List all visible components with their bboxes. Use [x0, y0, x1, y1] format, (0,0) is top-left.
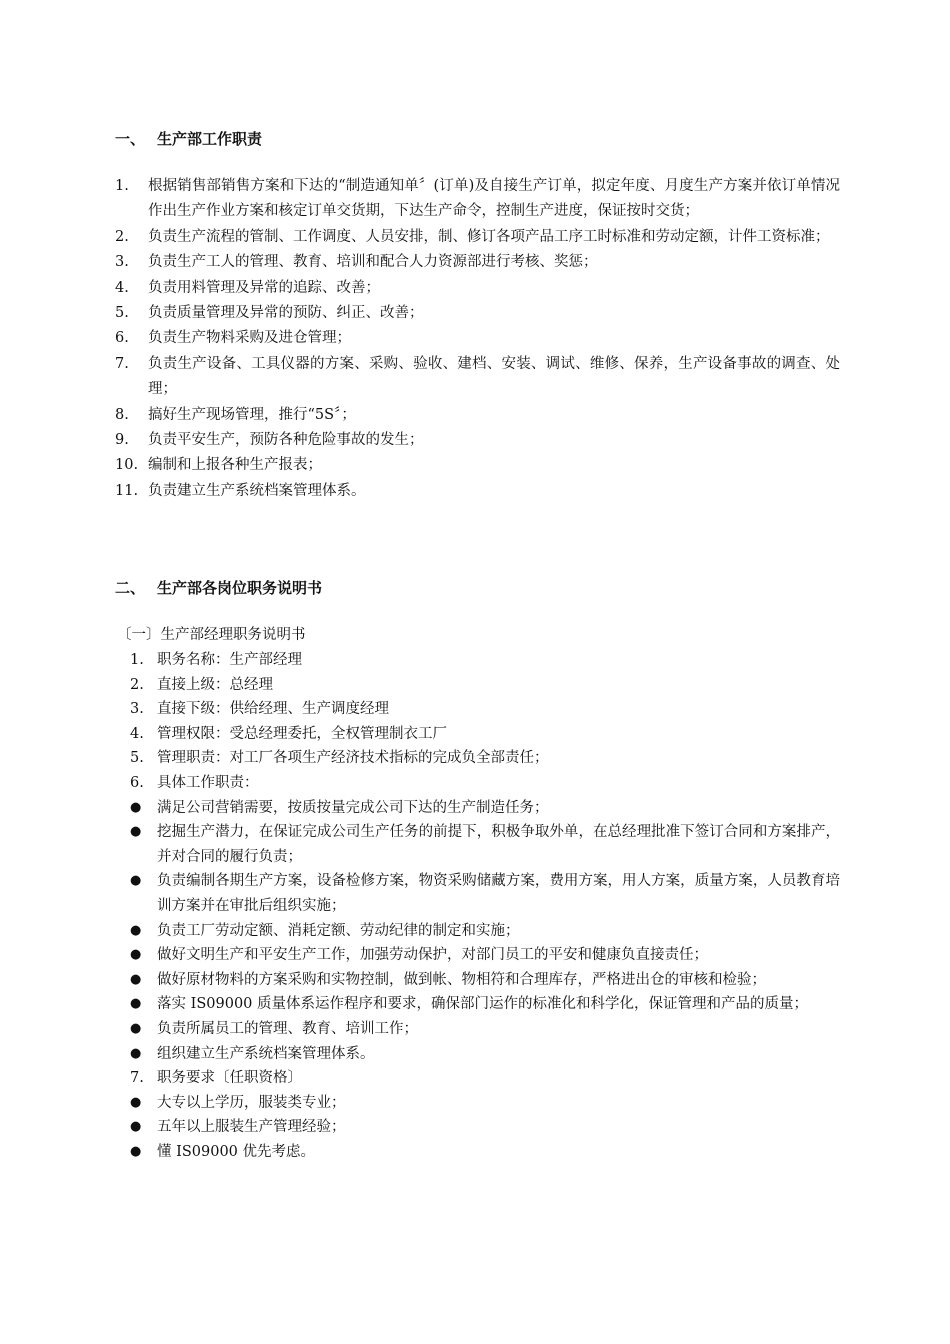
- list-item-number: 9.: [115, 432, 129, 449]
- list-item-number: 2.: [115, 228, 129, 245]
- item-text: 满足公司营销需要，按质按量完成公司下达的生产制造任务；: [157, 799, 549, 816]
- list-item: [115, 428, 840, 453]
- list-item-number: 11.: [115, 482, 139, 499]
- section-1-list: [115, 174, 840, 504]
- bullet-icon: ●: [130, 1020, 142, 1036]
- numbered-item: [130, 697, 840, 722]
- list-item: [115, 453, 840, 478]
- bullet-icon: ●: [130, 1143, 142, 1159]
- item-text: 直接上级：总经理: [157, 676, 273, 693]
- bullet-item: [130, 992, 840, 1017]
- bullet-icon: ●: [130, 1045, 142, 1061]
- item-text: 具体工作职责：: [157, 774, 259, 791]
- list-item: [115, 250, 840, 275]
- bullet-item: [130, 1042, 840, 1067]
- item-number: 4.: [130, 725, 144, 742]
- item-text: 五年以上服装生产管理经验；: [157, 1119, 346, 1136]
- list-item: [115, 174, 840, 225]
- bullet-item: [130, 796, 840, 821]
- list-item-number: 5.: [115, 305, 129, 322]
- bullet-icon: ●: [130, 1119, 142, 1135]
- bullet-item: [130, 943, 840, 968]
- numbered-item: [130, 722, 840, 747]
- numbered-item: [130, 648, 840, 673]
- item-text: 负责所属员工的管理、教育、培训工作；: [157, 1020, 418, 1037]
- item-text: 职务名称：生产部经理: [157, 652, 302, 668]
- item-text: 职务要求〔任职资格〕: [157, 1070, 302, 1087]
- list-item-text: 负责生产物料采购及进仓管理；: [148, 330, 351, 347]
- bullet-icon: ●: [130, 996, 142, 1012]
- list-item-text: 负责建立生产系统档案管理体系。: [148, 482, 366, 499]
- item-text: 大专以上学历，服装类专业；: [157, 1094, 346, 1111]
- list-item-number: 4.: [115, 279, 129, 296]
- list-item-text: 负责生产工人的管理、教育、培训和配合人力资源部进行考核、奖惩；: [148, 254, 598, 271]
- list-item-text: 负责生产流程的管制、工作调度、人员安排，制、修订各项产品工序工时标准和劳动定额，计件工资标准；: [148, 228, 830, 245]
- bullet-icon: ●: [130, 824, 142, 840]
- bullet-item: [130, 1140, 840, 1165]
- numbered-item: [130, 746, 840, 771]
- list-item-text: 搞好生产现场管理，推行“5S〞；: [148, 406, 356, 423]
- item-text: 直接下级：供给经理、生产调度经理: [157, 701, 389, 718]
- item-text: 组织建立生产系统档案管理体系。: [157, 1045, 375, 1062]
- bullet-icon: ●: [130, 971, 142, 987]
- item-text: 做好原材物料的方案采购和实物控制，做到帐、物相符和合理库存，严格进出仓的审核和检验；: [157, 971, 766, 988]
- section-1-number: 一、: [115, 130, 146, 148]
- bullet-item: [130, 968, 840, 993]
- item-number: 2.: [130, 676, 144, 693]
- numbered-item: [130, 1066, 840, 1091]
- bullet-item: [130, 919, 840, 944]
- list-item: [115, 326, 840, 351]
- list-item-text: 编制和上报各种生产报表；: [148, 457, 322, 474]
- numbered-item: [130, 771, 840, 796]
- item-text: 落实 IS09000 质量体系运作程序和要求，确保部门运作的标准化和科学化，保证管理和产品的质量；: [157, 996, 809, 1013]
- item-number: 5.: [130, 750, 144, 767]
- section-2-number: 二、: [115, 579, 146, 597]
- item-text: 挖掘生产潜力，在保证完成公司生产任务的前提下，积极争取外单，在总经理批准下签订合同和方案排产，并对合同的履行负责；: [157, 824, 840, 865]
- list-item-text: 负责平安生产，预防各种危险事故的发生；: [148, 432, 424, 449]
- list-item-text: 负责生产设备、工具仪器的方案、采购、验收、建档、安装、调试、维修、保养，生产设备事故的调查、处理；: [148, 355, 840, 398]
- item-number: 1.: [130, 652, 144, 668]
- item-text: 负责工厂劳动定额、消耗定额、劳动纪律的制定和实施；: [157, 922, 520, 939]
- list-item: [115, 403, 840, 428]
- list-item-text: 根据销售部销售方案和下达的“制造通知单〞(订单)及自接生产订单，拟定年度、月度生产方案并依订单情况作出生产作业方案和核定订单交货期，下达生产命令，控制生产进度，保证按时交货；: [148, 178, 840, 220]
- bullet-item: [130, 1115, 840, 1140]
- list-item-number: 8.: [115, 406, 129, 423]
- item-text: 懂 IS09000 优先考虑。: [157, 1143, 316, 1160]
- item-text: 做好文明生产和平安生产工作，加强劳动保护，对部门员工的平安和健康负直接责任；: [157, 947, 708, 964]
- subsection-title: 〔一〕生产部经理职务说明书: [117, 627, 306, 643]
- item-text: 管理职责：对工厂各项生产经济技术指标的完成负全部责任；: [157, 750, 549, 767]
- section-2-list: [130, 648, 840, 1164]
- bullet-item: [130, 1091, 840, 1116]
- list-item-number: 1.: [115, 178, 129, 194]
- list-item: [115, 301, 840, 326]
- bullet-icon: ●: [130, 1094, 142, 1110]
- list-item-number: 3.: [115, 254, 129, 271]
- section-1-heading: [115, 128, 262, 149]
- bullet-icon: ●: [130, 873, 142, 889]
- bullet-item: [130, 1017, 840, 1042]
- list-item-text: 负责用料管理及异常的追踪、改善；: [148, 279, 380, 296]
- bullet-item: [130, 820, 840, 869]
- item-text: 负责编制各期生产方案，设备检修方案，物资采购储藏方案，费用方案，用人方案，质量方案，人员教育培训方案并在审批后组织实施；: [157, 873, 840, 914]
- list-item-text: 负责质量管理及异常的预防、纠正、改善；: [148, 305, 424, 322]
- bullet-icon: ●: [130, 799, 142, 815]
- item-number: 3.: [130, 701, 144, 718]
- item-number: 6.: [130, 774, 144, 791]
- list-item-number: 10.: [115, 457, 139, 474]
- list-item-number: 7.: [115, 355, 129, 372]
- bullet-icon: ●: [130, 922, 142, 938]
- list-item: [115, 352, 840, 403]
- bullet-icon: ●: [130, 947, 142, 963]
- list-item: [115, 276, 840, 301]
- section-2-heading: [115, 577, 322, 598]
- numbered-item: [130, 673, 840, 698]
- section-1-title: 生产部工作职责: [157, 130, 263, 148]
- bullet-item: [130, 869, 840, 918]
- item-number: 7.: [130, 1070, 144, 1087]
- list-item-number: 6.: [115, 330, 129, 347]
- section-2-title: 生产部各岗位职务说明书: [157, 579, 323, 597]
- list-item: [115, 225, 840, 250]
- item-text: 管理权限：受总经理委托，全权管理制衣工厂: [157, 725, 447, 742]
- list-item: [115, 479, 840, 504]
